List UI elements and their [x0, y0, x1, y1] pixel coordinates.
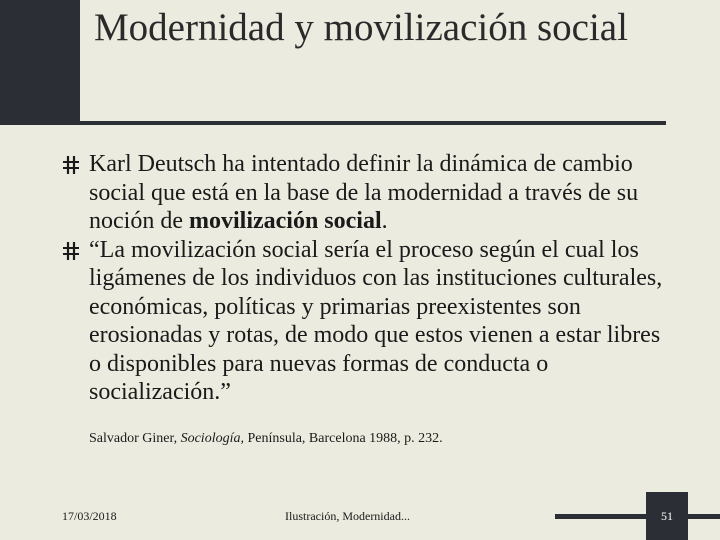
bullet-item	[57, 150, 677, 236]
title-accent-block	[0, 0, 80, 125]
slide-title: Modernidad y movilización social	[94, 6, 628, 49]
citation-work: Sociología,	[180, 431, 244, 446]
page-number: 51	[661, 509, 673, 523]
bullet-bold-term: movilización social	[188, 208, 382, 234]
citation-details: Península, Barcelona 1988, p. 232.	[243, 431, 443, 446]
bullet-text-end: .	[381, 208, 388, 234]
bullet-text: Karl Deutsch ha intentado definir la dinámica de cambio social que está en la base de la modernidad a través de su noción de	[89, 151, 639, 234]
quote-text: “La movilización social sería el proceso según el cual los ligámenes de los individuos con las instituciones culturales, económicas, políticas y primarias preexistentes son erosionadas y rotas, de modo que estos vienen a estar libres o disponibles para nuevas formas de conducta o socialización.”	[89, 236, 663, 405]
footer-divider	[555, 514, 720, 519]
bullet-item	[57, 236, 677, 407]
hash-bullet-icon	[62, 241, 80, 261]
citation-author: Salvador Giner,	[89, 431, 181, 446]
footer-date: 17/03/2018	[62, 509, 117, 523]
footer-title: Ilustración, Modernidad...	[285, 509, 410, 523]
citation	[89, 430, 689, 448]
slide-body	[57, 150, 677, 407]
title-divider	[0, 121, 666, 125]
hash-bullet-icon	[62, 155, 80, 175]
